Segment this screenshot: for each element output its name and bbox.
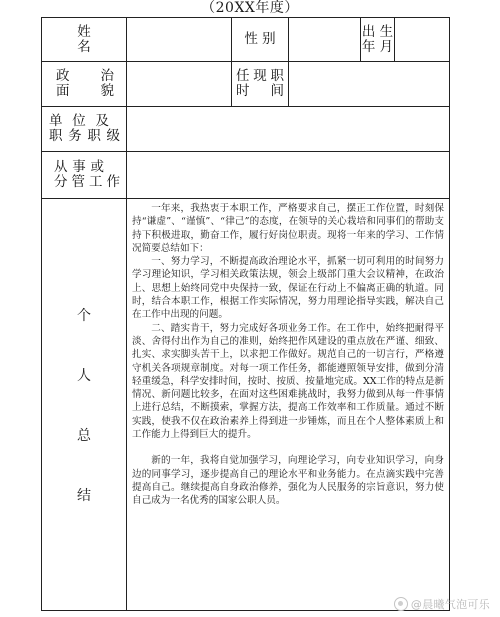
summary-label-char-2: 人 <box>77 367 91 384</box>
work-value-cell[interactable] <box>127 152 450 199</box>
birth-value-cell[interactable] <box>395 18 450 62</box>
work-label <box>42 152 127 199</box>
work-label-line2: 分管工作 <box>54 174 120 190</box>
watermark-logo-icon <box>394 597 408 611</box>
summary-paragraph: 新的一年，我将自觉加强学习，向理论学习，向专业知识学习，向身边的同事学习，逐步提高自己的理论水平和业务能力。在点滴实践中完善提高自己。继续提高自身政治修养，强化为人民服务的宗旨意识，努力使自己成为一名优秀的国家公职人员。 <box>132 455 444 507</box>
work-label-line1: 从事或 <box>54 159 104 175</box>
name-value-cell[interactable] <box>127 18 232 62</box>
row-basic-info <box>42 18 450 62</box>
politics-label-line2: 面 貌 <box>56 83 114 99</box>
page-title: （20XX年度） <box>201 0 299 16</box>
politics-label <box>42 62 127 107</box>
tenure-value-cell[interactable] <box>289 62 450 107</box>
unit-value-cell[interactable] <box>127 107 450 152</box>
row-politics-tenure <box>42 62 450 107</box>
unit-label <box>42 107 127 152</box>
summary-paragraph: 二、踏实肯干，努力完成好各项业务工作。在工作中，始终把耐得平淡、舍得付出作为自己的准则，始终把作风建设的重点放在严谨、细致、扎实、求实脚头苦干上，以求把工作做好。规范自己的一切言行，严格遵守机关各项规章制度。对每一项工作任务，都能遵照领导安排，做到分清轻重缓急，科学安排时间，按时、按质、按量地完成。XX工作的特点是新情况、新问题比较多，在面对这些困难挑战时，我努力做到从每一件事情上进行总结，不断摸索，掌握方法，提高工作效率和工作质量。通过不断实践，使我不仅在政治素养上得到进一步锤炼，而且在个人整体素质上和工作能力上得到巨大的提升。 <box>132 322 444 441</box>
summary-text-cell[interactable] <box>127 199 450 611</box>
politics-label-line1: 政 治 <box>56 68 114 84</box>
unit-label-line1: 单位及 <box>49 113 109 129</box>
summary-label-char-4: 结 <box>77 487 91 504</box>
name-label: 姓 名 <box>42 18 127 62</box>
assessment-form-table <box>41 17 450 611</box>
row-work <box>42 152 450 199</box>
watermark <box>394 596 490 612</box>
unit-label-line2: 职务职级 <box>49 128 120 144</box>
summary-paragraph: 一年来，我热衷于本职工作，严格要求自己，摆正工作位置，时刻保持“谦虚”、“谨慎”、“律己”的态度，在领导的关心栽培和同事们的帮助支持下积极进取，勤奋工作，履行好岗位职责。现将一年来的学习、工作情况简要总结如下： <box>132 203 444 254</box>
summary-label-char-1: 个 <box>77 307 91 324</box>
birth-label-line2: 年 月 <box>361 38 394 55</box>
gender-value-cell[interactable] <box>289 18 361 62</box>
gender-label: 性 别 <box>232 18 289 62</box>
watermark-text: @晨曦气泡可乐 <box>410 598 490 611</box>
politics-value-cell[interactable] <box>127 62 232 107</box>
summary-label-char-3: 总 <box>77 427 91 444</box>
row-summary <box>42 199 450 611</box>
birth-label-line1: 出 生 <box>361 23 394 40</box>
summary-paragraph: 一、努力学习，不断提高政治理论水平，抓紧一切可利用的时间努力学习理论知识，学习相关政策法规，领会上级部门重大会议精神，在政治上、思想上始终同党中央保持一致，保证在行动上不偏离正确的轨道。同时，结合本职工作，根据工作实际情况，努力用理论指导实践，解决自己在工作中出现的问题。 <box>132 256 444 321</box>
tenure-label-line2: 时 间 <box>236 83 284 99</box>
tenure-label <box>232 62 289 107</box>
row-unit <box>42 107 450 152</box>
tenure-label-line1: 任现职 <box>236 68 284 84</box>
birth-label <box>361 18 395 62</box>
summary-label <box>42 199 127 611</box>
